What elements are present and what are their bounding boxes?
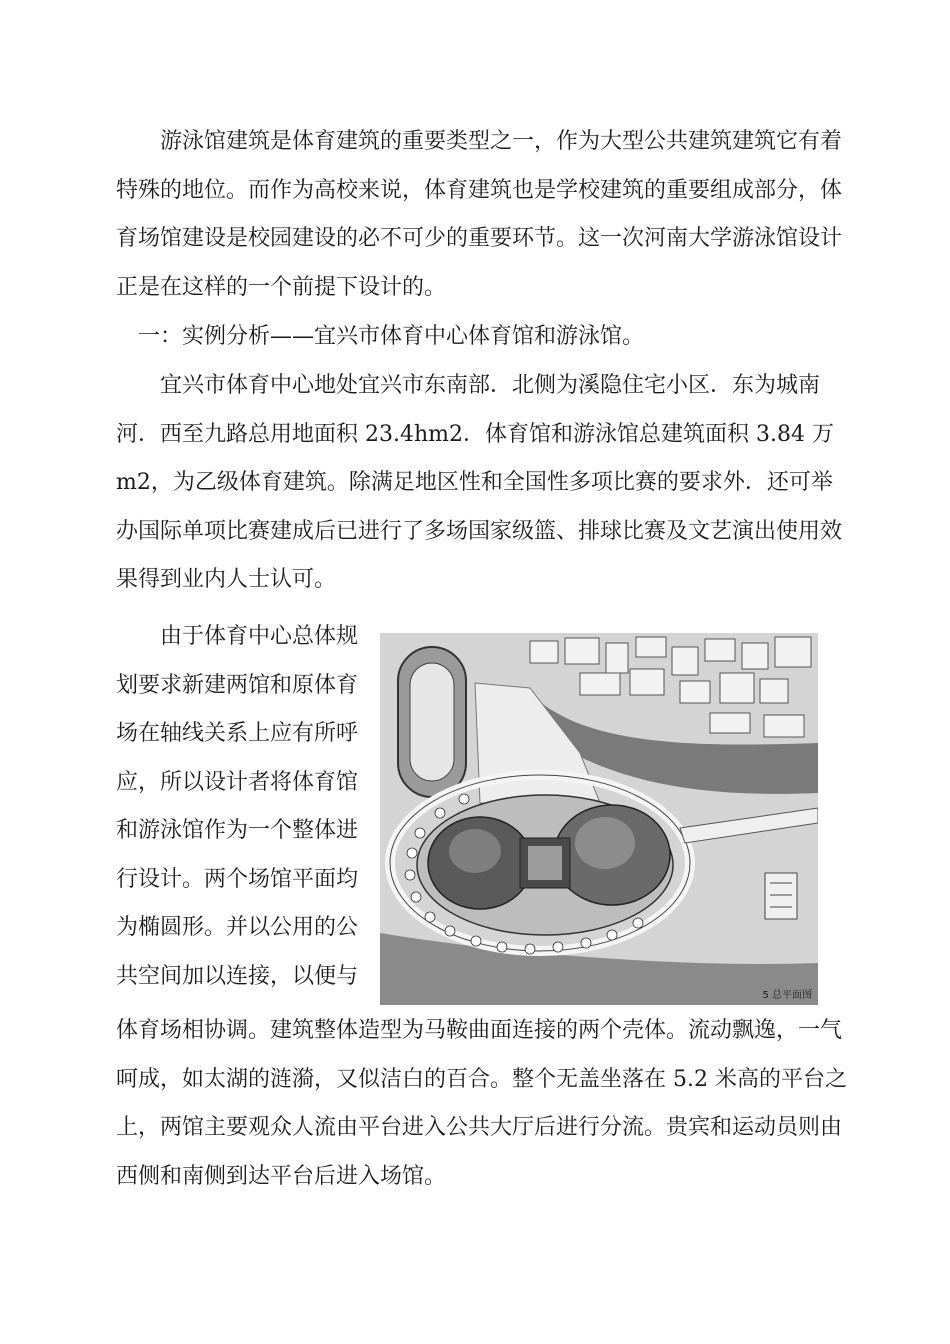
site-description-paragraph: 宜兴市体育中心地处宜兴市东南部．北侧为溪隐住宅小区．东为城南河．西至九路总用地面积 23.4hm2．体育馆和游泳馆总建筑面积 3.84 万 m2，为乙级体育建筑。除满足地区性和全国性多项比赛的要求外．还可举办国际单项比赛建成后已进行了多场国家级篮、排球比赛及文艺演出使用效果得到业内人士认可。 <box>116 373 843 592</box>
design-paragraph-wrapped: 由于体育中心总体规划要求新建两馆和原体育场在轴线关系上应有所呼应，所以设计者将体育馆和游泳馆作为一个整体进行设计。两个场馆平面均为椭圆形。并以公用的公共空间加以连接，以便与 <box>116 624 359 989</box>
intro-paragraph: 游泳馆建筑是体育建筑的重要类型之一，作为大型公共建筑建筑它有着特殊的地位。而作为高校来说，体育建筑也是学校建筑的重要组成部分，体育场馆建设是校园建设的必不可少的重要环节。这一次河南大学游泳馆设计正是在这样的一个前提下设计的。 <box>116 129 843 300</box>
section-heading: 一：实例分析——宜兴市体育中心体育馆和游泳馆。 <box>138 324 645 349</box>
site-plan-image <box>380 633 818 1005</box>
design-paragraph-continued: 体育场相协调。建筑整体造型为马鞍曲面连接的两个壳体。流动飘逸，一气呵成，如太湖的涟漪，又似洁白的百合。整个无盖坐落在 5.2 米高的平台之上，两馆主要观众人流由平台进入公共大厅后进行分流。贵宾和运动员则由西侧和南侧到达平台后进入场馆。 <box>116 1018 847 1189</box>
figure-caption: 5 总平面图 <box>762 990 812 1001</box>
